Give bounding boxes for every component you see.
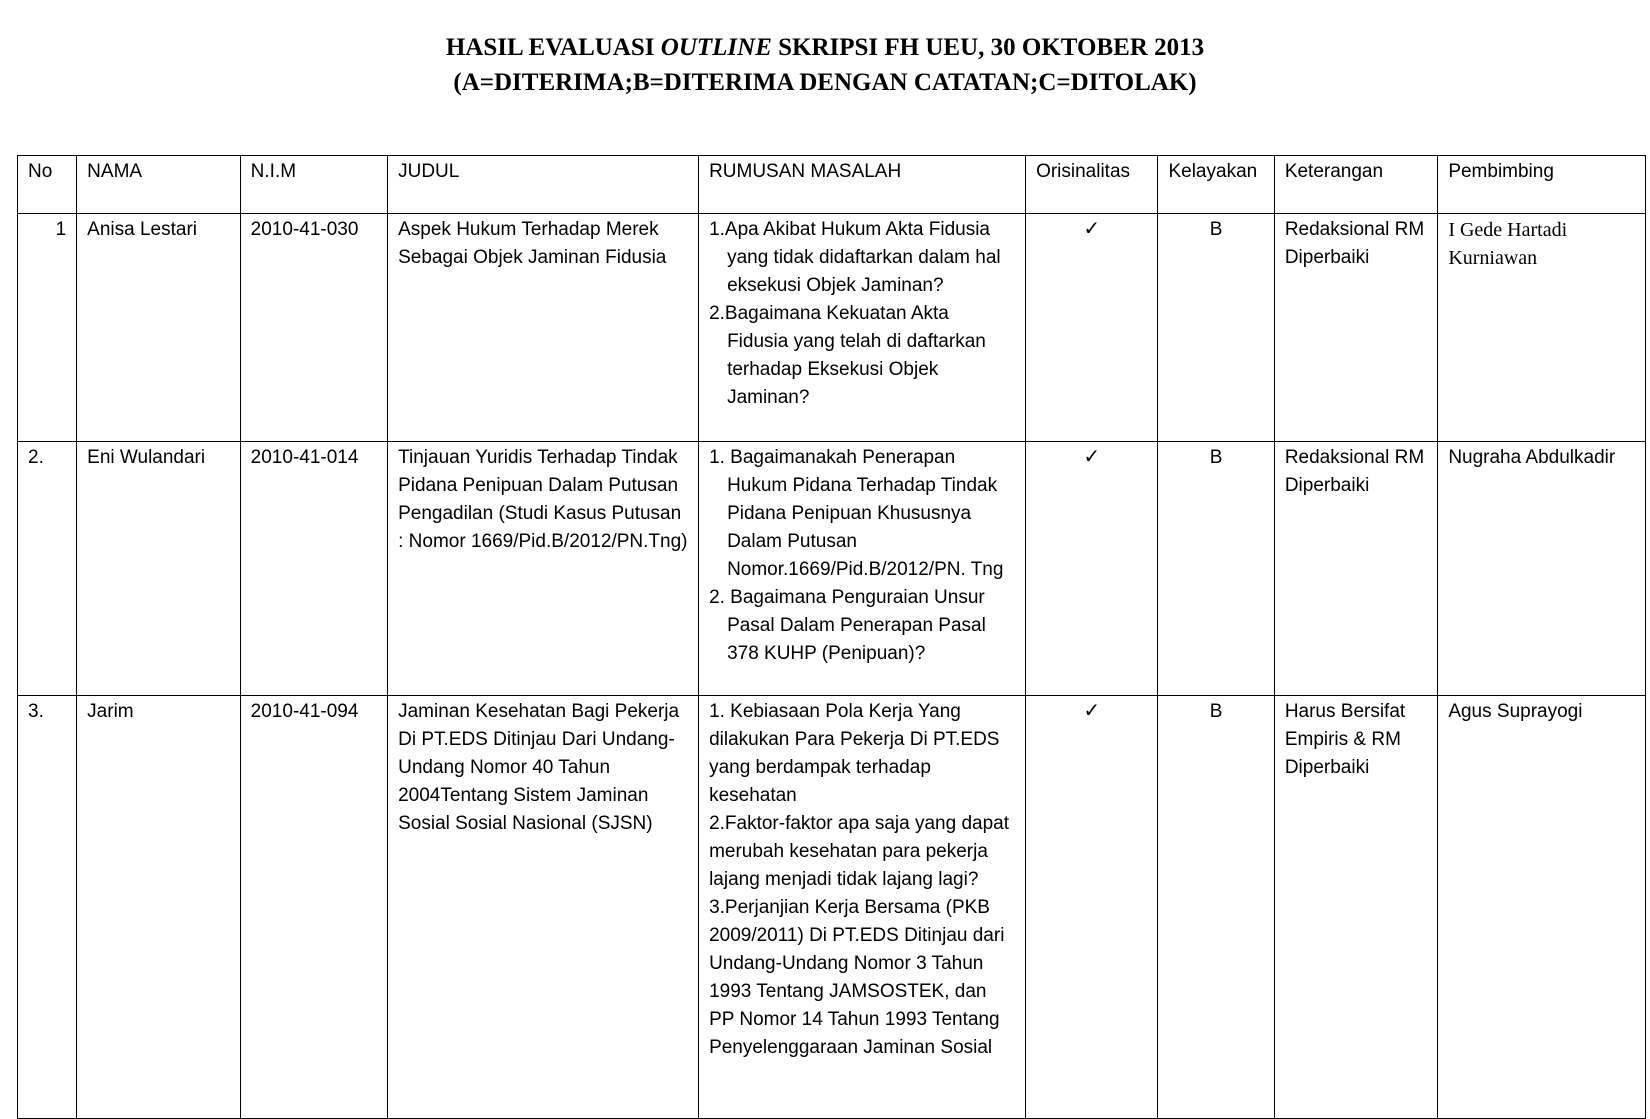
- evaluation-table: [17, 155, 1646, 1119]
- cell-nim: 2010-41-030: [240, 214, 387, 442]
- title-suffix: SKRIPSI FH UEU, 30 OKTOBER 2013: [771, 34, 1205, 61]
- header-orisinalitas: Orisinalitas: [1026, 156, 1158, 214]
- cell-kelayakan: B: [1158, 214, 1274, 442]
- header-pembimbing: Pembimbing: [1438, 156, 1646, 214]
- cell-nama: Anisa Lestari: [77, 214, 241, 442]
- header-judul: JUDUL: [388, 156, 699, 214]
- table-row: [18, 214, 1646, 442]
- rumusan-list: [709, 216, 1015, 412]
- cell-no: 1: [18, 214, 77, 442]
- cell-rumusan: [699, 696, 1026, 1119]
- title-line-2: (A=DITERIMA;B=DITERIMA DENGAN CATATAN;C=DITOLAK): [453, 69, 1197, 96]
- title-prefix: HASIL EVALUASI: [445, 34, 661, 61]
- cell-orisinalitas: [1026, 214, 1158, 442]
- rumusan-item: 1. Bagaimanakah Penerapan Hukum Pidana Terhadap Tindak Pidana Penipuan Khususnya Dalam Putusan Nomor.1669/Pid.B/2012/PN. Tng: [709, 447, 1004, 580]
- header-rumusan: RUMUSAN MASALAH: [699, 156, 1026, 214]
- cell-judul: Tinjauan Yuridis Terhadap Tindak Pidana Penipuan Dalam Putusan Pengadilan (Studi Kasus Putusan : Nomor 1669/Pid.B/2012/PN.Tng): [388, 442, 699, 696]
- cell-orisinalitas: [1026, 696, 1158, 1119]
- header-nama: NAMA: [77, 156, 241, 214]
- cell-keterangan: Redaksional RM Diperbaiki: [1274, 214, 1438, 442]
- cell-keterangan: Harus Bersifat Empiris & RM Diperbaiki: [1274, 696, 1438, 1119]
- cell-no: 2.: [18, 442, 77, 696]
- cell-nim: 2010-41-094: [240, 696, 387, 1119]
- cell-nama: Jarim: [77, 696, 241, 1119]
- rumusan-item: 2.Bagaimana Kekuatan Akta Fidusia yang telah di daftarkan terhadap Eksekusi Objek Jaminan?: [709, 303, 986, 408]
- rumusan-list: [709, 444, 1015, 668]
- cell-pembimbing: Agus Suprayogi: [1438, 696, 1646, 1119]
- cell-no: 3.: [18, 696, 77, 1119]
- header-kelayakan: Kelayakan: [1158, 156, 1274, 214]
- cell-rumusan: [699, 214, 1026, 442]
- check-mark-icon: ✓: [1083, 700, 1101, 722]
- rumusan-item: 2.Faktor-faktor apa saja yang dapat merubah kesehatan para pekerja lajang menjadi tidak lajang lagi?: [709, 813, 1010, 890]
- cell-pembimbing: I Gede Hartadi Kurniawan: [1438, 214, 1646, 442]
- cell-orisinalitas: [1026, 442, 1158, 696]
- document-title: [0, 30, 1650, 100]
- check-mark-icon: ✓: [1083, 446, 1101, 468]
- cell-pembimbing: Nugraha Abdulkadir: [1438, 442, 1646, 696]
- table-row: [18, 696, 1646, 1119]
- table-row: [18, 442, 1646, 696]
- table-header-row: [18, 156, 1646, 214]
- cell-kelayakan: B: [1158, 442, 1274, 696]
- header-no: No: [18, 156, 77, 214]
- check-mark-icon: ✓: [1083, 218, 1101, 240]
- cell-nim: 2010-41-014: [240, 442, 387, 696]
- rumusan-list: [709, 698, 1015, 1062]
- header-nim: N.I.M: [240, 156, 387, 214]
- title-italic-word: OUTLINE: [660, 34, 772, 61]
- rumusan-item: 1. Kebiasaan Pola Kerja Yang dilakukan Para Pekerja Di PT.EDS yang berdampak terhadap kesehatan: [709, 701, 1000, 806]
- rumusan-item: 2. Bagaimana Penguraian Unsur Pasal Dalam Penerapan Pasal 378 KUHP (Penipuan)?: [709, 587, 986, 664]
- cell-keterangan: Redaksional RM Diperbaiki: [1274, 442, 1438, 696]
- cell-judul: Aspek Hukum Terhadap Merek Sebagai Objek Jaminan Fidusia: [388, 214, 699, 442]
- header-keterangan: Keterangan: [1274, 156, 1438, 214]
- cell-rumusan: [699, 442, 1026, 696]
- rumusan-item: 1.Apa Akibat Hukum Akta Fidusia yang tidak didaftarkan dalam hal eksekusi Objek Jaminan?: [709, 219, 1001, 296]
- rumusan-item: 3.Perjanjian Kerja Bersama (PKB 2009/2011) Di PT.EDS Ditinjau dari Undang-Undang Nomor 3 Tahun 1993 Tentang JAMSOSTEK, dan PP Nomor 14 Tahun 1993 Tentang Penyelenggaraan Jaminan Sosial: [709, 897, 1005, 1058]
- cell-judul: Jaminan Kesehatan Bagi Pekerja Di PT.EDS Ditinjau Dari Undang-Undang Nomor 40 Tahun 2004Tentang Sistem Jaminan Sosial Sosial Nasional (SJSN): [388, 696, 699, 1119]
- cell-kelayakan: B: [1158, 696, 1274, 1119]
- title-line-1: [0, 30, 1650, 65]
- cell-nama: Eni Wulandari: [77, 442, 241, 696]
